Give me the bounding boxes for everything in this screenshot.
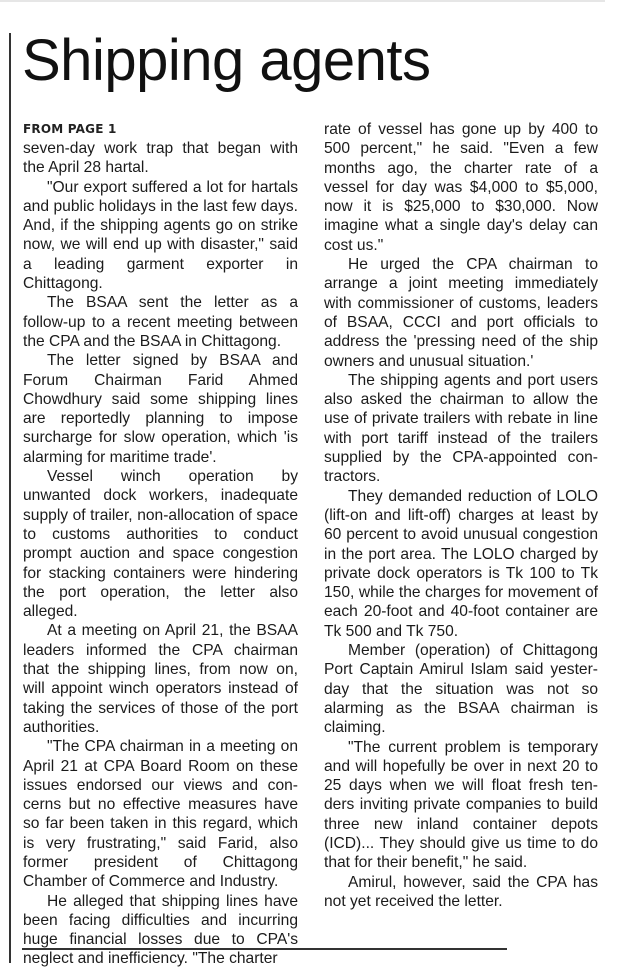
paragraph: The BSAA sent the letter as a follow-up to a recent meeting between the CPA and the BSAA in Chittagong. [23, 294, 298, 350]
paragraph: seven-day work trap that began with the April 28 hartal. [23, 140, 298, 177]
paragraph: He urged the CPA chairman to arrange a joint meeting immediately with commissioner of customs, leaders of BSAA, CCCI and port officials to address the 'pressing need of the ship owners and unusual situation.' [324, 256, 598, 370]
paragraph: "The current problem is temporary and will hopefully be over in next 20 to 25 days when we will float fresh tenders inviting private companies to build three new inland container depots (ICD)... They should give us time to do that for their benefit," he said. [324, 738, 598, 872]
paragraph: The shipping agents and port users also asked the chairman to allow the use of private trailers with rebate in line with port tariff instead of the trailers supplied by the CPA-appointed contractors. [324, 371, 598, 486]
paragraph: "The CPA chairman in a meeting on April 21 at CPA Board Room on these issues endorsed our views and concerns but no effective measures have so far been taken in this regard, which is very frustrating," said Farid, also former president of Chittagong Chamber of Commerce and Industry. [23, 738, 298, 891]
paragraph: At a meeting on April 21, the BSAA leaders informed the CPA chairman that the shipping lines, from now on, will appoint winch operators instead of taking the services of those of the port authorities. [23, 622, 298, 736]
article-column-right [324, 120, 598, 911]
clipping-top-edge [0, 0, 605, 2]
paragraph: Member (operation) of Chittagong Port Captain Amirul Islam said yesterday that the situation was not so alarming as the BSAA chairman is claiming. [324, 642, 598, 737]
paragraph: The letter signed by BSAA and Forum Chairman Farid Ahmed Chowdhury said some shipping lines are reportedly planning to impose surcharge for slow operation, which 'is alarming for maritime trade'. [23, 352, 298, 466]
paragraph: Vessel winch operation by unwanted dock workers, inadequate supply of trailer, non-allocation of space to customs authorities to conduct prompt auction and space congestion for stacking containers were hindering the port operation, the letter also alleged. [23, 468, 298, 621]
headline: Shipping agents [22, 28, 431, 93]
paragraph: Amirul, however, said the CPA has not yet received the letter. [324, 873, 598, 910]
left-column-rule [9, 33, 11, 963]
paragraph: They demanded reduction of LOLO (lift-on and lift-off) charges at least by 60 percent to avoid unusual congestion in the port area. The LOLO charged by private dock operators is Tk 100 to Tk 150, while the charges for movement of each 20-foot and 40-foot container are Tk 500 and Tk 750. [324, 487, 598, 640]
paragraph: "Our export suffered a lot for hartals and public holidays in the last few days. And, if the shipping agents go on strike now, we will end up with disaster," said a leading garment exporter in Chittagong. [23, 178, 298, 293]
kicker-from-page: FROM PAGE 1 [23, 122, 117, 136]
paragraph: rate of vessel has gone up by 400 to 500 percent," he said. "Even a few months ago, the charter rate of a vessel for day was $4,000 to $5,000, now it is $25,000 to $30,000. Now imagine what a single day's delay can cost us." [324, 121, 598, 254]
paragraph: He alleged that shipping lines have been facing difficulties and incurring huge financial losses due to CPA's neglect and inefficiency. "The charter [23, 892, 298, 968]
bottom-rule [22, 948, 507, 950]
article-column-left [23, 120, 298, 969]
